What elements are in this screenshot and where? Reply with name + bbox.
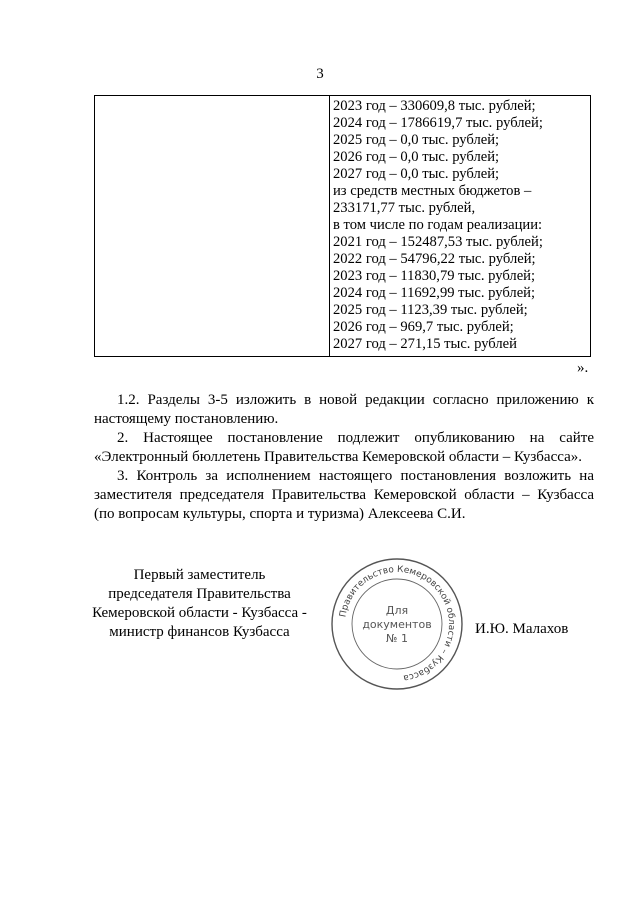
paragraph-1-2: 1.2. Разделы 3-5 изложить в новой редакции согласно приложению к настоящему постановлению.: [94, 392, 594, 427]
stamp-ring-text: Правительство Кемеровской области – Кузбасса: [338, 564, 457, 683]
table-line: 2025 год – 0,0 тыс. рублей;: [333, 132, 500, 148]
signer-title-line: министр финансов Кузбасса: [109, 624, 290, 640]
signer-title-line: Кемеровской области - Кузбасса -: [92, 605, 307, 621]
page-number: 3: [316, 66, 324, 82]
table-line: 2023 год – 11830,79 тыс. рублей;: [333, 268, 536, 284]
table-line: в том числе по годам реализации:: [333, 217, 543, 233]
body-paragraphs: [94, 391, 594, 524]
paragraph-3: 3. Контроль за исполнением настоящего постановления возложить на заместителя председателя Правительства Кемеровской области – Кузбасса (по вопросам культуры, спорта и туризма) Алексеева С.И.: [94, 468, 594, 522]
table-line: 2027 год – 0,0 тыс. рублей;: [333, 166, 500, 182]
table-line: 2022 год – 54796,22 тыс. рублей;: [333, 251, 536, 267]
table-line: 2023 год – 330609,8 тыс. рублей;: [333, 98, 536, 114]
paragraph-2: 2. Настоящее постановление подлежит опубликованию на сайте «Электронный бюллетень Правительства Кемеровской области – Кузбасса».: [94, 430, 594, 465]
table-line: 2026 год – 0,0 тыс. рублей;: [333, 149, 500, 165]
budget-table: [94, 95, 591, 357]
official-stamp: [329, 556, 465, 692]
table-line: 233171,77 тыс. рублей,: [333, 200, 476, 216]
signer-title: [72, 566, 327, 642]
table-line: 2024 год – 11692,99 тыс. рублей;: [333, 285, 536, 301]
table-left-cell: [95, 96, 330, 356]
stamp-center-line: Для: [385, 604, 409, 617]
stamp-center-line: № 1: [386, 632, 408, 645]
signer-title-line: Первый заместитель: [133, 567, 266, 583]
signer-name: И.Ю. Малахов: [475, 621, 569, 637]
closing-quote: ».: [577, 360, 589, 376]
table-line: 2027 год – 271,15 тыс. рублей: [333, 336, 517, 352]
table-line: 2024 год – 1786619,7 тыс. рублей;: [333, 115, 543, 131]
table-line: 2025 год – 1123,39 тыс. рублей;: [333, 302, 528, 318]
stamp-center-line: документов: [362, 618, 432, 631]
table-line: 2021 год – 152487,53 тыс. рублей;: [333, 234, 543, 250]
table-line: из средств местных бюджетов –: [333, 183, 532, 199]
table-line: 2026 год – 969,7 тыс. рублей;: [333, 319, 514, 335]
signer-title-line: председателя Правительства: [108, 586, 291, 602]
table-right-cell: [330, 96, 590, 356]
